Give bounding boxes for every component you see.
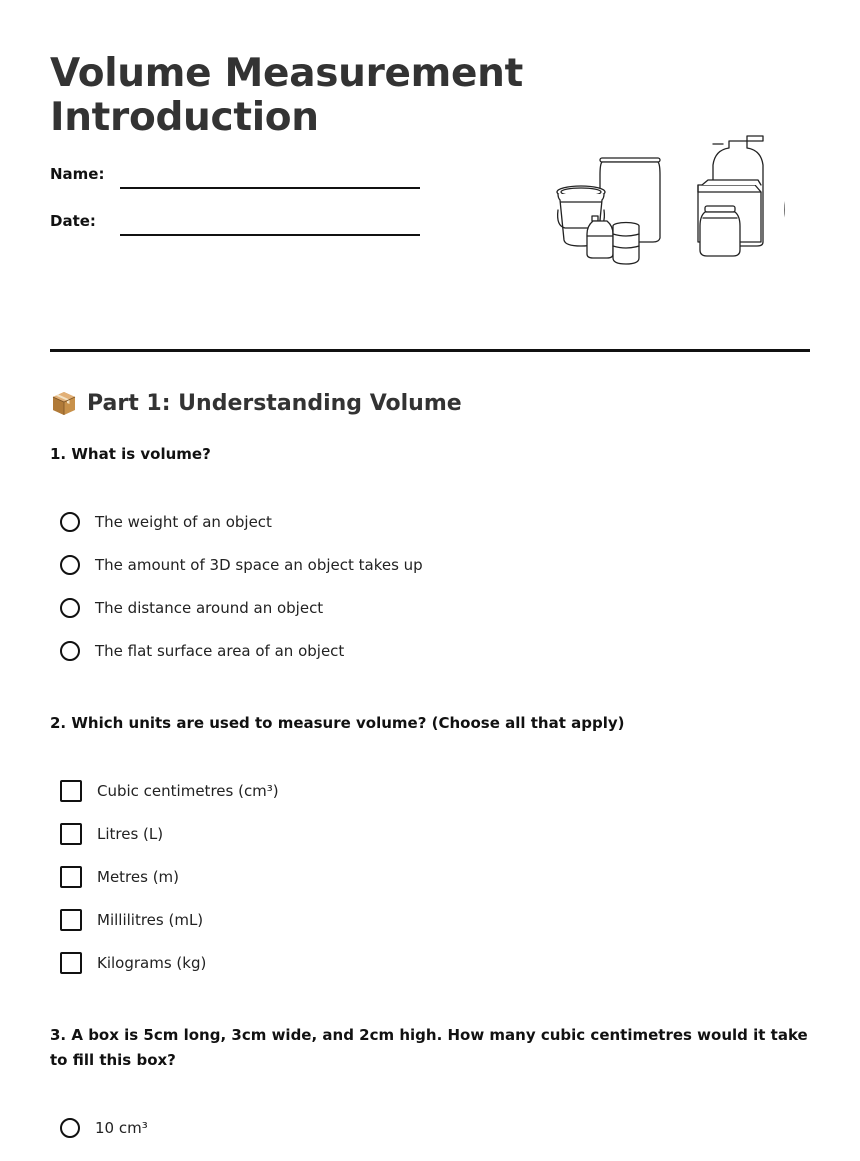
date-field[interactable]: [50, 212, 430, 242]
name-line[interactable]: [120, 187, 420, 189]
question-2: 2. Which units are used to measure volume? (Choose all that apply): [50, 714, 625, 732]
checkbox[interactable]: [60, 823, 82, 845]
title-line-2: Introduction: [50, 95, 319, 140]
q1-option-3[interactable]: [60, 595, 323, 621]
q1-option-2[interactable]: [60, 552, 423, 578]
option-label: Cubic centimetres (cm³): [97, 782, 279, 800]
radio-button[interactable]: [60, 1118, 80, 1138]
radio-button[interactable]: [60, 641, 80, 661]
option-label: Litres (L): [97, 825, 164, 843]
q1-option-4[interactable]: [60, 638, 344, 664]
question-1: 1. What is volume?: [50, 445, 211, 463]
name-field[interactable]: [50, 165, 430, 195]
section-1-title-text: Part 1: Understanding Volume: [87, 390, 462, 416]
option-label: The amount of 3D space an object takes up: [95, 556, 423, 574]
worksheet-title: [50, 52, 530, 140]
measuring-jug-shape: [587, 216, 613, 258]
radio-button[interactable]: [60, 555, 80, 575]
option-label: Metres (m): [97, 868, 180, 886]
small-glass-shape: [613, 223, 639, 265]
q2-option-1[interactable]: [60, 778, 279, 804]
checkbox[interactable]: [60, 909, 82, 931]
option-label: Kilograms (kg): [97, 954, 207, 972]
section-1-title: [50, 389, 462, 417]
option-label: Millilitres (mL): [97, 911, 204, 929]
checkbox[interactable]: [60, 780, 82, 802]
option-label: The distance around an object: [95, 599, 324, 617]
radio-button[interactable]: [60, 598, 80, 618]
option-label: 10 cm³: [95, 1119, 148, 1137]
date-label: Date:: [50, 212, 96, 230]
q2-option-2[interactable]: [60, 821, 163, 847]
q2-option-3[interactable]: [60, 864, 179, 890]
section-divider: [50, 349, 810, 352]
name-label: Name:: [50, 165, 105, 183]
option-label: The weight of an object: [95, 513, 272, 531]
q1-option-1[interactable]: [60, 509, 272, 535]
question-3: 3. A box is 5cm long, 3cm wide, and 2cm high. How many cubic centimetres would it take to fill this box?: [50, 1026, 808, 1069]
package-icon: [50, 389, 78, 417]
q3-option-1[interactable]: [60, 1115, 148, 1141]
mason-jar-shape: [700, 206, 740, 256]
title-line-1: Volume Measurement: [50, 51, 523, 96]
checkbox[interactable]: [60, 952, 82, 974]
option-label: The flat surface area of an object: [95, 642, 345, 660]
q2-option-5[interactable]: [60, 950, 206, 976]
date-line[interactable]: [120, 234, 420, 236]
radio-button[interactable]: [60, 512, 80, 532]
containers-illustration: [555, 130, 785, 270]
checkbox[interactable]: [60, 866, 82, 888]
q2-option-4[interactable]: [60, 907, 203, 933]
